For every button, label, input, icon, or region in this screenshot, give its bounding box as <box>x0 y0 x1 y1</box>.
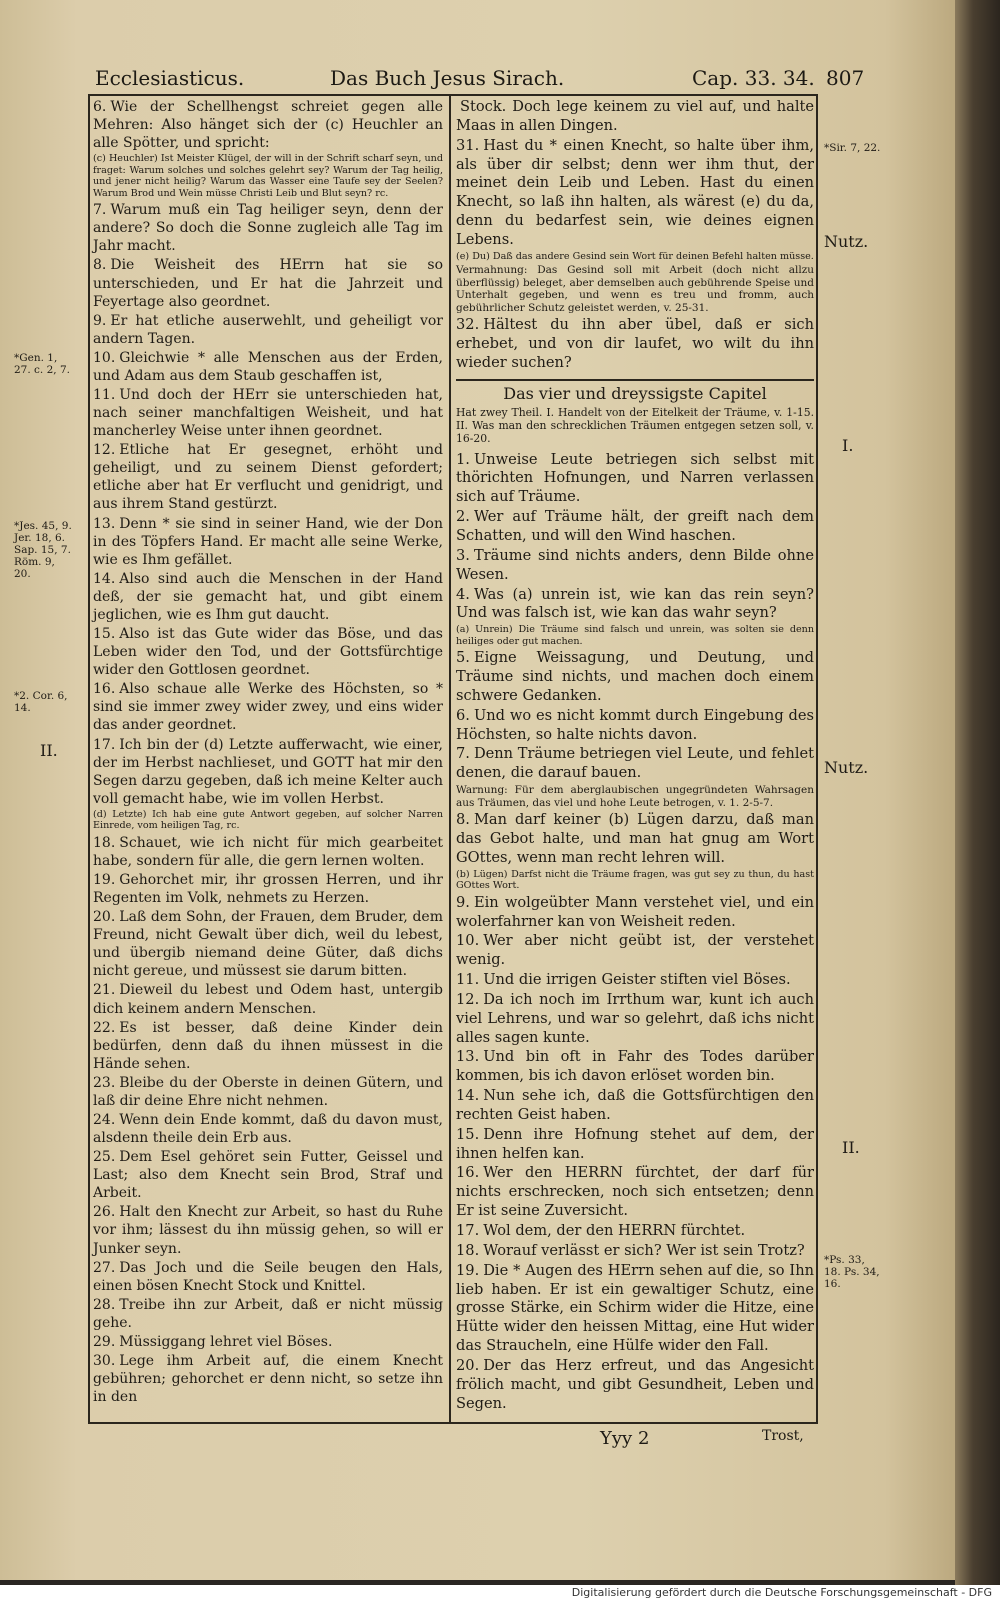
verse-number: 1. <box>456 450 470 468</box>
verse-number: 30. <box>93 1353 116 1369</box>
verse <box>93 908 443 980</box>
footnote: (c) Heuchler) Ist Meister Klügel, der will in der Schrift scharf seyn, und fraget: Warum solches und solches gelehrt sey? Warum der Tag heilig, und jener nicht heilig? Warum das Wasser eine Taufe sey der Seelen? Warum Brod und Wein müsse Christi Leib und Blut seyn? rc. <box>93 153 443 199</box>
footnote: (d) Letzte) Ich hab eine gute Antwort gegeben, auf solcher Narren Einrede, vom heiligen Tag, rc. <box>93 808 443 832</box>
verse-number: 8. <box>456 811 470 829</box>
verse <box>93 1148 443 1202</box>
running-head-chapter: Cap. 33. 34. <box>692 66 815 90</box>
verse-number: 29. <box>93 1333 116 1350</box>
verse-text: Wer auf Träume hält, der greift nach dem Schatten, und will den Wind haschen. <box>456 508 814 544</box>
verse <box>456 991 814 1048</box>
verse <box>456 932 814 970</box>
verse-text: Nun sehe ich, daß die Gottsfürchtigen den rechten Geist haben. <box>456 1087 814 1123</box>
verse <box>456 137 814 250</box>
footer-bar <box>0 1585 1000 1603</box>
page-number: 807 <box>826 66 865 90</box>
verse <box>93 1352 443 1406</box>
verse-text: Er hat etliche auserwehlt, und geheiligt vor andern Tagen. <box>93 312 443 347</box>
verse-text: Etliche hat Er gesegnet, erhöht und geheiligt, und zu seinem Dienst gefordert; etliche aber hat Er verflucht und genidrigt, und aus ihrem Stand gestürzt. <box>93 442 443 513</box>
verse-text: Wenn dein Ende kommt, daß du davon must, alsdenn theile dein Erb aus. <box>93 1111 443 1147</box>
verse-number: 16. <box>456 1164 480 1182</box>
verse-text: Und doch der HErr sie unterschieden hat, nach seiner manchfaltigen Weisheit, und hat mancherley Weise unter ihnen geordnet. <box>93 387 443 440</box>
verse-text: Denn * sie sind in seiner Hand, wie der Don in des Töpfers Hand. Er macht alle seine Werke, wie es Ihm gefället. <box>93 515 443 568</box>
verse-number: 4. <box>456 585 470 603</box>
admonition-note: Warnung: Für dem aberglaubischen ungegründeten Wahrsagen aus Träumen, das viel und hohe Leute betrogen, v. 1. 2-5-7. <box>456 784 814 809</box>
verse <box>93 441 443 513</box>
verse <box>456 451 814 508</box>
verse-number: 14. <box>456 1087 480 1105</box>
funding-credit: Digitalisierung gefördert durch die Deutsche Forschungsgemeinschaft - DFG <box>571 1586 992 1599</box>
verse <box>456 1087 814 1125</box>
verse <box>93 1259 443 1295</box>
chapter-summary: Hat zwey Theil. I. Handelt von der Eitelkeit der Träume, v. 1-15. II. Was man den schrecklichen Träumen entgegen setzen soll, v. 16-20. <box>456 405 814 445</box>
verse <box>93 1203 443 1257</box>
left-column <box>93 98 443 1407</box>
margin-ref-jes: *Jes. 45, 9. Jer. 18, 6. Sap. 15, 7. Röm. 9, 20. <box>14 520 72 580</box>
verse <box>93 981 443 1017</box>
footnote: (e) Du) Daß das andere Gesind sein Wort für deinen Befehl halten müsse. <box>456 250 814 262</box>
verse <box>93 515 443 569</box>
verse-text: Wie der Schellhengst schreiet gegen alle Mehren: Also hänget sich der (c) Heuchler an alle Spötter, und spricht: <box>93 99 443 152</box>
verse <box>93 834 443 870</box>
verse-text: Schauet, wie ich nicht für mich gearbeitet habe, sondern für alle, die gern lernen wolten. <box>93 834 443 869</box>
verse-number: 19. <box>93 871 116 888</box>
verse-text: Treibe ihn zur Arbeit, daß er nicht müssig gehe. <box>93 1296 443 1331</box>
verse-number: 25. <box>93 1149 116 1166</box>
margin-ref-sir: *Sir. 7, 22. <box>824 142 881 154</box>
margin-ref-cor: *2. Cor. 6, 14. <box>14 690 68 714</box>
verse-number: 16. <box>93 681 116 698</box>
footnote: (a) Unrein) Die Träume sind falsch und unrein, was solten sie denn heiliges oder gut machen. <box>456 624 814 647</box>
running-head-title: Das Buch Jesus Sirach. <box>330 66 565 90</box>
verse-text: Das Joch und die Seile beugen den Hals, einen bösen Knecht Stock und Knittel. <box>93 1259 443 1294</box>
verse <box>456 707 814 745</box>
verse <box>456 971 814 990</box>
running-head-left: Ecclesiasticus. <box>95 66 245 90</box>
verse-number: 13. <box>93 515 116 532</box>
catchword: Trost, <box>762 1428 804 1444</box>
verse-number: 7. <box>93 202 107 219</box>
column-rule <box>449 94 451 1424</box>
verse <box>456 1222 814 1241</box>
verse <box>93 201 443 255</box>
verse-number: 17. <box>93 736 116 753</box>
verse-number: 7. <box>456 745 470 763</box>
verse <box>93 1111 443 1147</box>
verse-number: 28. <box>93 1296 116 1313</box>
verse <box>93 386 443 440</box>
verse <box>456 98 814 136</box>
verse <box>93 570 443 624</box>
verse-number: 20. <box>93 909 116 926</box>
verse <box>93 256 443 310</box>
margin-ref-ps: *Ps. 33, 18. Ps. 34, 16. <box>824 1254 880 1290</box>
footnote: (b) Lügen) Darfst nicht die Träume fragen, was gut sey zu thun, du hast GOttes Wort. <box>456 868 814 892</box>
book-edge <box>955 0 1000 1590</box>
verse <box>93 736 443 808</box>
verse <box>456 1262 814 1356</box>
verse-number: 11. <box>456 971 480 989</box>
verse-number: 5. <box>456 649 470 667</box>
verse-text: Dem Esel gehöret sein Futter, Geissel und Last; also dem Knecht sein Brod, Straf und Arbeit. <box>93 1149 443 1202</box>
verse <box>456 894 814 932</box>
verse-text: Hast du * einen Knecht, so halte über ihm, als über dir selbst; denn wer ihm thut, der meinet dein Leib und Leben. Hast du einen Knecht, so laß ihn halten, als wärest (e) du da, denn du bedarfest sein, wie deines eignen Lebens. <box>456 136 814 248</box>
verse <box>456 1048 814 1086</box>
verse <box>93 98 443 152</box>
verse-number: 23. <box>93 1074 116 1091</box>
verse-text: Denn ihre Hofnung stehet auf dem, der ihnen helfen kan. <box>456 1125 814 1162</box>
verse-number: 17. <box>456 1222 480 1239</box>
verse-text: Gleichwie * alle Menschen aus der Erden, und Adam aus dem Staub geschaffen ist, <box>93 349 443 384</box>
verse-text: Lege ihm Arbeit auf, die einem Knecht gebühren; gehorchet er denn nicht, so setze ihn in den <box>93 1353 443 1406</box>
verse-number: 10. <box>93 349 116 366</box>
verse-text: Man darf keiner (b) Lügen darzu, daß man das Gebot halte, und man hat gnug am Wort GOttes, wenn man recht lehren will. <box>456 811 814 866</box>
verse-text: Also ist das Gute wider das Böse, und das Leben wider den Tod, und der Gottsfürchtige wider den Gottlosen geordnet. <box>93 626 443 679</box>
verse-text: Bleibe du der Oberste in deinen Gütern, und laß dir deine Ehre nicht nehmen. <box>93 1074 443 1109</box>
verse-number: 13. <box>456 1048 480 1066</box>
verse-number: 19. <box>456 1261 480 1279</box>
verse-text: Worauf verlässt er sich? Wer ist sein Trotz? <box>483 1241 805 1259</box>
verse-text: Stock. Doch lege keinem zu viel auf, und halte Maas in allen Dingen. <box>456 98 814 134</box>
verse <box>456 1164 814 1221</box>
verse-text: Da ich noch im Irrthum war, kunt ich auch viel Lehrens, und war so gelehrt, daß ichs nicht alles sagen kunte. <box>456 990 814 1046</box>
verse <box>93 680 443 734</box>
verse-text: Müssiggang lehret viel Böses. <box>119 1333 333 1350</box>
verse <box>456 316 814 373</box>
verse-number: 9. <box>456 893 470 911</box>
verse <box>93 1074 443 1110</box>
verse-number: 2. <box>456 508 470 526</box>
verse-number: 22. <box>93 1019 116 1036</box>
verse-text: Denn Träume betriegen viel Leute, und fehlet denen, die darauf bauen. <box>456 745 814 782</box>
verse-text: Hältest du ihn aber übel, daß er sich erhebet, und von dir laufet, wo wilt du ihn wieder suchen? <box>456 316 814 371</box>
verse-number: 18. <box>93 834 116 851</box>
verse-number: 32. <box>456 316 480 334</box>
margin-part-ii-left: II. <box>40 741 58 760</box>
verse-number: 27. <box>93 1259 116 1276</box>
verse-number: 31. <box>456 136 480 154</box>
verse-number: 3. <box>456 546 470 564</box>
verse-text: Der das Herz erfreut, und das Angesicht frölich macht, und gibt Gesundheit, Leben und Segen. <box>456 1356 814 1412</box>
margin-ref-gen: *Gen. 1, 27. c. 2, 7. <box>14 352 70 376</box>
verse-text: Die Weisheit des HErrn hat sie so unterschieden, und Er hat die Jahrzeit und Feyertage also geordnet. <box>93 257 443 310</box>
verse-number: 15. <box>93 626 116 643</box>
verse <box>93 312 443 348</box>
verse <box>456 1242 814 1261</box>
verse <box>456 1126 814 1164</box>
verse-text: Laß dem Sohn, der Frauen, dem Bruder, dem Freund, nicht Gewalt über dich, weil du lebest, und übergib niemand deine Güter, daß dichs nicht gereue, und müssest sie darum bitten. <box>93 909 443 980</box>
verse-text: Ein wolgeübter Mann verstehet viel, und ein wolerfahrner kan von Weisheit reden. <box>456 893 814 930</box>
verse-text: Und bin oft in Fahr des Todes darüber kommen, bis ich davon erlöset worden bin. <box>456 1048 814 1085</box>
verse-text: Ich bin der (d) Letzte aufferwacht, wie einer, der im Herbst nachlieset, und GOTT hat mir den Segen darzu gegeben, daß ich meine Kelter auch voll gemacht habe, wie im vollen Herbst. <box>93 736 443 807</box>
verse-number: 12. <box>93 442 116 459</box>
verse-text: Also sind auch die Menschen in der Hand deß, der sie gemacht hat, und gibt einem jeglichen, wie es Ihm gut daucht. <box>93 570 443 623</box>
verse-number: 26. <box>93 1204 116 1221</box>
verse <box>456 547 814 585</box>
verse-number: 21. <box>93 982 116 999</box>
verse-number: 6. <box>93 99 107 115</box>
verse-text: Was (a) unrein ist, wie kan das rein seyn? Und was falsch ist, wie kan das wahr seyn? <box>456 585 814 622</box>
verse <box>93 349 443 385</box>
verse-number: 10. <box>456 932 480 950</box>
verse <box>93 625 443 679</box>
verse-number: 8. <box>93 257 107 274</box>
verse-text: Unweise Leute betriegen sich selbst mit thörichten Hofnungen, und Narren verlassen sich auf Träume. <box>456 450 814 506</box>
verse-number: 11. <box>93 387 116 404</box>
verse <box>456 586 814 624</box>
verse-text: Also schaue alle Werke des Höchsten, so * sind sie immer zwey wider zwey, und eins wider das ander geordnet. <box>93 681 443 734</box>
verse-text: Es ist besser, daß deine Kinder dein bedürfen, denn daß du ihnen müssest in die Hände sehen. <box>93 1019 443 1072</box>
chapter-heading: Das vier und dreyssigste Capitel <box>456 379 814 404</box>
verse <box>93 1019 443 1073</box>
verse-text: Wer aber nicht geübt ist, der verstehet wenig. <box>456 932 814 969</box>
verse-text: Halt den Knecht zur Arbeit, so hast du Ruhe vor ihm; lässest du ihn müssig gehen, so will er Junker seyn. <box>93 1204 443 1257</box>
verse-text: Die * Augen des HErrn sehen auf die, so Ihn lieb haben. Er ist ein gewaltiger Schutz, eine grosse Stärke, ein Schirm wider die Hitze, eine Hütte wider den heissen Mittag, eine Hut wider das Straucheln, eine Hülfe wider den Fall. <box>456 1261 814 1355</box>
verse-text: Wer den HERRN fürchtet, der darf für nichts erschrecken, noch sich entsetzen; denn Er ist seine Zuversicht. <box>456 1164 814 1220</box>
admonition-note: Vermahnung: Das Gesind soll mit Arbeit (doch nicht allzu überflüssig) beleget, aber demselben auch gebührende Speise und Unterhalt gegeben, und wenn es treu und fromm, auch gebührlicher Schutz geleistet werden, v. 25-31. <box>456 264 814 314</box>
verse <box>93 871 443 907</box>
verse-text: Träume sind nichts anders, denn Bilde ohne Wesen. <box>456 546 814 583</box>
margin-nutz-2: Nutz. <box>824 758 869 777</box>
verse-text: Wol dem, der den HERRN fürchtet. <box>483 1222 746 1239</box>
verse <box>456 811 814 868</box>
margin-nutz-1: Nutz. <box>824 232 869 251</box>
verse-number: 20. <box>456 1356 480 1374</box>
right-column <box>456 98 814 1414</box>
verse-number: 14. <box>93 570 116 587</box>
verse-number: 24. <box>93 1111 116 1128</box>
verse-text: Warum muß ein Tag heiliger seyn, denn der andere? So doch die Sonne zugleich alle Tag im Jahr macht. <box>93 202 443 255</box>
verse <box>93 1296 443 1332</box>
verse-number: 15. <box>456 1125 480 1143</box>
signature-mark: Yyy 2 <box>600 1428 650 1449</box>
verse-text: Dieweil du lebest und Odem hast, untergib dich keinem andern Menschen. <box>93 982 443 1017</box>
verse <box>456 1357 814 1414</box>
verse <box>456 508 814 546</box>
margin-part-ii-right: II. <box>842 1138 860 1157</box>
margin-part-i-right: I. <box>842 436 854 455</box>
verse <box>456 745 814 783</box>
verse-text: Und wo es nicht kommt durch Eingebung des Höchsten, so halte nichts davon. <box>456 706 814 743</box>
verse <box>456 649 814 706</box>
verse-number: 6. <box>456 706 470 724</box>
verse-text: Gehorchet mir, ihr grossen Herren, und ihr Regenten im Volk, nehmets zu Herzen. <box>93 871 443 907</box>
verse-number: 18. <box>456 1241 480 1259</box>
verse-number: 9. <box>93 312 107 329</box>
verse-text: Eigne Weissagung, und Deutung, und Träume sind nichts, und machen doch einem schwere Gedanken. <box>456 649 814 704</box>
verse <box>93 1333 443 1351</box>
verse-text: Und die irrigen Geister stiften viel Böses. <box>483 971 791 989</box>
verse-number: 12. <box>456 990 480 1008</box>
